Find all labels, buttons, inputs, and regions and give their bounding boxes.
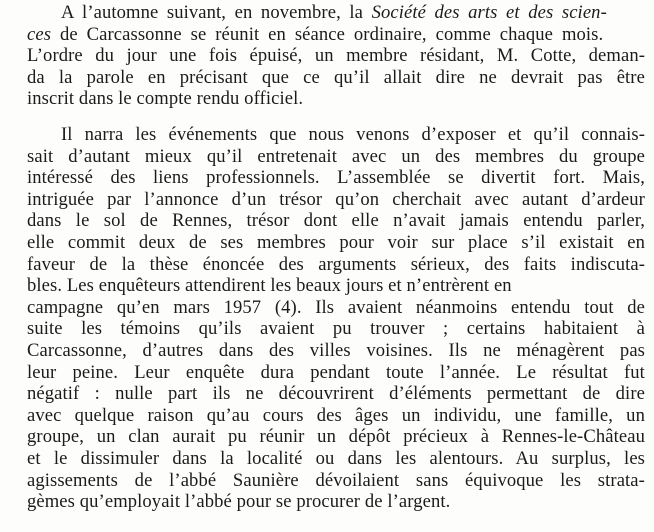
- text-line: Carcassonne, d’autres dans des villes voisines. Ils ne ménagèrent pas: [27, 339, 646, 361]
- text-line: campagne qu’en mars 1957 (4). Ils avaient néanmoins entendu tout de: [27, 296, 646, 318]
- society-name-italic-continued: ces: [27, 23, 52, 45]
- text-line: groupe, un clan aurait pu réunir un dépôt précieux à Rennes-le-Château: [27, 426, 645, 448]
- text-line: intéressé des liens professionnels. L’assemblée se divertit fort. Mais,: [27, 167, 645, 189]
- text-line: Il narra les événements que nous venons d’exposer et qu’il connais-: [61, 124, 646, 145]
- text-line: agissements de l’abbé Saunière dévoilaient sans équivoque les strata-: [27, 469, 645, 491]
- paragraph-2: [0, 124, 654, 513]
- text-span: de Carcassonne se réunit en séance ordinaire, comme chaque mois.: [51, 23, 604, 45]
- text-line: négatif : nulle part ils ne découvrirent d’éléments permettant de dire: [27, 383, 645, 405]
- text-line: leur peine. Leur enquête dura pendant toute l’année. Le résultat fut: [27, 361, 645, 383]
- text-line: inscrit dans le compte rendu officiel.: [27, 88, 304, 110]
- text-line: suite les témoins qu’ils avaient pu trouver ; certains habitaient à: [27, 318, 646, 340]
- text-line: [61, 2, 645, 24]
- text-line: faveur de la thèse énoncée des arguments sérieux, des faits indiscuta-: [27, 253, 646, 275]
- text-span: A l’automne suivant, en novembre, la: [61, 2, 372, 23]
- paragraph-1: [0, 2, 654, 110]
- text-line: intriguée par l’annonce d’un trésor qu’on cherchait avec autant d’ardeur: [27, 188, 645, 210]
- society-name-italic: Société des arts et des scien-: [371, 2, 607, 23]
- text-line: avec quelque raison qu’au cours des âges un individu, une famille, un: [27, 404, 645, 426]
- text-line: elle commit deux de ses membres pour voir sur place s’il existait en: [27, 231, 645, 253]
- text-line: sait d’autant mieux qu’il entretenait avec un des membres du groupe: [27, 145, 645, 167]
- text-line: [27, 24, 645, 46]
- text-line: gèmes qu’employait l’abbé pour se procurer de l’argent.: [27, 491, 451, 513]
- text-line: bles. Les enquêteurs attendirent les beaux jours et n’entrèrent en: [27, 275, 512, 297]
- text-line: L’ordre du jour une fois épuisé, un membre résidant, M. Cotte, deman-: [27, 45, 646, 67]
- text-line: dans le sol de Rennes, trésor dont elle n’avait jamais entendu parler,: [27, 210, 646, 232]
- text-line: et le dissimuler dans la localité ou dans les alentours. Au surplus, les: [27, 447, 646, 469]
- text-line: da la parole en précisant que ce qu’il allait dire ne devrait pas être: [27, 66, 645, 88]
